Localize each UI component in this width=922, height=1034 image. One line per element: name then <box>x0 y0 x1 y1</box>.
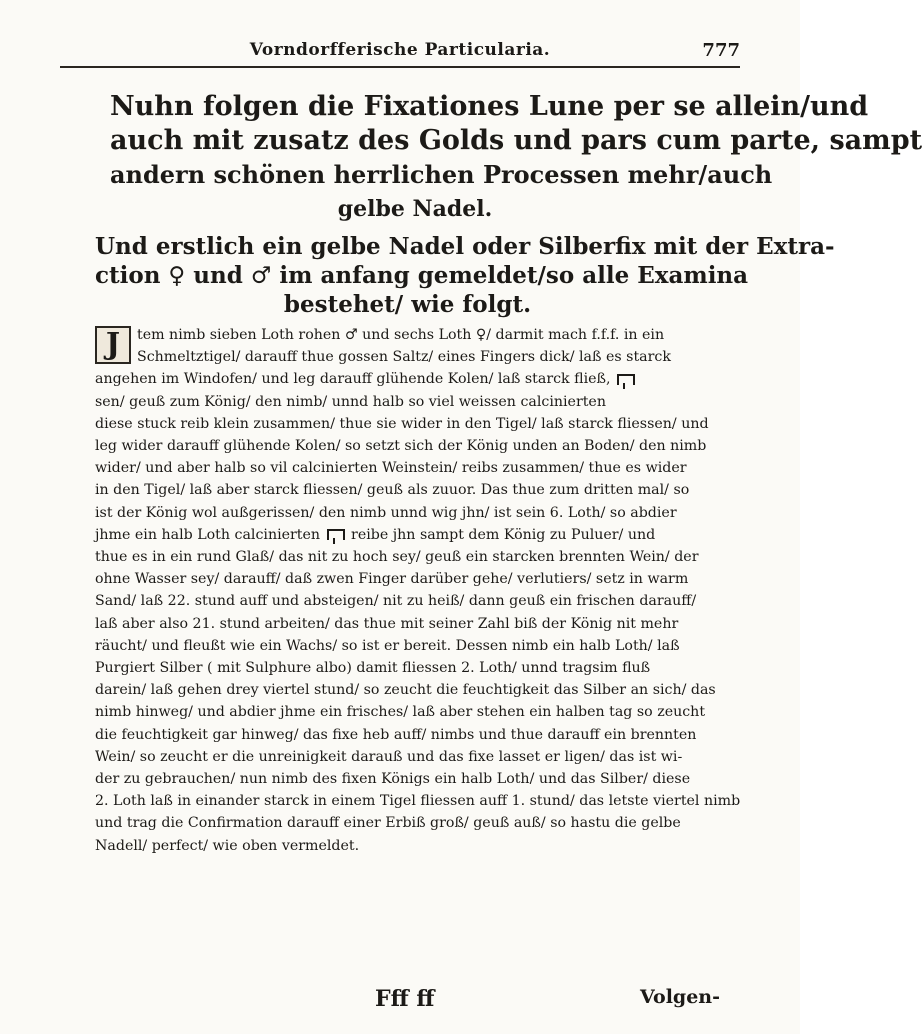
subheading-line: Und erstlich ein gelbe Nadel oder Silberfix mit der Extra- <box>95 233 835 260</box>
body-line: darein/ laß gehen drey viertel stund/ so zeucht die feuchtigkeit das Silber an sich/ das <box>95 682 716 699</box>
body-line-text-rest: reibe jhn sampt dem König zu Puluer/ und <box>346 526 656 543</box>
body-line: Wein/ so zeucht er die unreinigkeit darauß und das fixe lasset er ligen/ das ist wi- <box>95 748 683 765</box>
recipe-subheading <box>95 232 835 319</box>
signature-mark: Fff ff <box>375 986 435 1012</box>
body-line: ist der König wol außgerissen/ den nimb unnd wig jhn/ ist sein 6. Loth/ so abdier <box>95 504 677 521</box>
body-line: nimb hinweg/ und abdier jhme ein frisches/ laß aber stehen ein halben tag so zeucht <box>95 704 706 721</box>
header-rule <box>60 66 740 68</box>
heading-line: auch mit zusatz des Golds und pars cum parte, sampt <box>110 125 922 156</box>
body-line: räucht/ und fleußt wie ein Wachs/ so ist er bereit. Dessen nimb ein halb Loth/ laß <box>95 637 680 654</box>
body-line-text: jhme ein halb Loth calcinierten <box>95 526 325 543</box>
subheading-line: bestehet/ wie folgt. <box>283 291 532 318</box>
page-header <box>60 40 740 70</box>
body-line: Sand/ laß 22. stund auff und absteigen/ nit zu heiß/ dann geuß ein frischen darauff/ <box>95 593 697 610</box>
running-title: Vorndorfferische Particularia. <box>249 40 551 60</box>
body-line: Nadell/ perfect/ wie oben vermeldet. <box>95 837 360 854</box>
heading-line: Nuhn folgen die Fixationes Lune per se allein/und <box>110 91 869 122</box>
body-line: sen/ geuß zum König/ den nimb/ unnd halb so viel weissen calcinierten <box>95 393 606 410</box>
page-footer <box>95 986 720 1016</box>
ornamental-initial: J <box>95 326 131 364</box>
body-line: wider/ und aber halb so vil calcinierten Weinstein/ reibs zusammen/ thue es wider <box>95 460 687 477</box>
body-line: diese stuck reib klein zusammen/ thue sie wider in den Tigel/ laß starck fliessen/ und <box>95 415 709 432</box>
body-line: thue es in ein rund Glaß/ das nit zu hoch sey/ geuß ein starcken brennten Wein/ der <box>95 549 699 566</box>
body-line: 2. Loth laß in einander starck in einem Tigel fliessen auff 1. stund/ das letste viertel nimb <box>95 793 741 810</box>
body-line: Purgiert Silber ( mit Sulphure albo) damit fliessen 2. Loth/ unnd tragsim fluß <box>95 660 651 677</box>
body-line: der zu gebrauchen/ nun nimb des fixen Königs ein halb Loth/ und das Silber/ diese <box>95 771 691 788</box>
body-line: in den Tigel/ laß aber starck fliessen/ geuß als zuuor. Das thue zum dritten mal/ so <box>95 482 690 499</box>
body-line-text: angehen im Windofen/ und leg darauff glühende Kolen/ laß starck fließ, <box>95 371 611 388</box>
body-line: leg wider darauff glühende Kolen/ so setzt sich der König unden an Boden/ den nimb <box>95 438 707 455</box>
page-number: 777 <box>702 40 740 61</box>
body-line <box>95 524 720 546</box>
recipe-body <box>95 324 741 857</box>
body-line: ohne Wasser sey/ darauff/ daß zwen Finger darüber gehe/ verlutiers/ setz in warm <box>95 571 689 588</box>
alchemical-symbol-icon <box>327 529 345 540</box>
alchemical-symbol-icon <box>617 374 635 385</box>
body-line: Schmeltztigel/ darauff thue gossen Saltz/ eines Fingers dick/ laß es starck <box>137 349 671 366</box>
body-line <box>95 368 720 390</box>
body-line: laß aber also 21. stund arbeiten/ das thue mit seiner Zahl biß der König nit mehr <box>95 615 679 632</box>
section-heading <box>110 90 922 226</box>
body-line: tem nimb sieben Loth rohen ♂ und sechs Loth ♀/ darmit mach f.f.f. in ein <box>137 327 665 343</box>
heading-line: andern schönen herrlichen Processen mehr/auch <box>110 160 773 189</box>
subheading-line: ction ♀ und ♂ im anfang gemeldet/so alle Examina <box>95 262 749 289</box>
body-line: und trag die Confirmation darauff einer Erbiß groß/ geuß auß/ so hastu die gelbe <box>95 815 681 832</box>
heading-line: gelbe Nadel. <box>337 196 493 222</box>
catchword: Volgen- <box>640 986 720 1008</box>
body-line: die feuchtigkeit gar hinweg/ das fixe heb auff/ nimbs und thue darauff ein brennten <box>95 726 697 743</box>
